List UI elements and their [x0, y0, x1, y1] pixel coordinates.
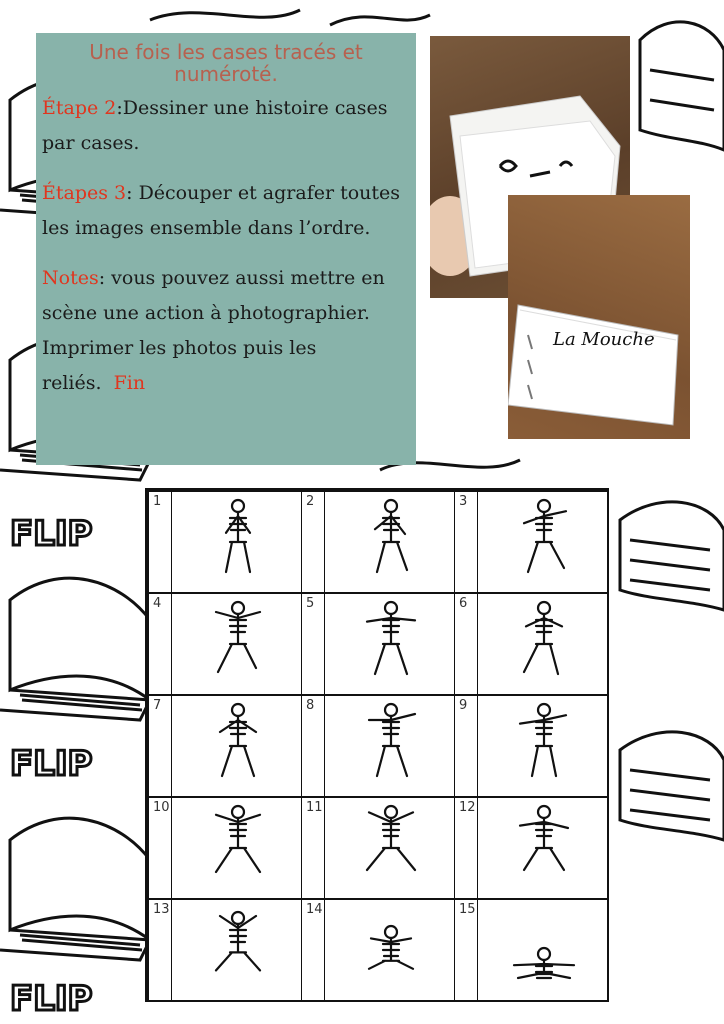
frame-number-divider	[324, 594, 325, 694]
flip-book-illustration	[0, 818, 150, 960]
frame-number: 7	[153, 698, 162, 713]
frame-number: 10	[153, 800, 170, 815]
frame-cell	[454, 899, 608, 1001]
frame-cell	[148, 899, 302, 1001]
flip-label: FLIP	[10, 979, 93, 1019]
skeleton-drawing	[485, 598, 603, 692]
skeleton-drawing	[485, 496, 603, 590]
notes-label: Notes	[42, 267, 99, 289]
frame-number: 14	[306, 902, 323, 917]
skeleton-drawing	[179, 802, 297, 896]
frame-number-divider	[477, 696, 478, 796]
frame-cell	[454, 593, 608, 695]
step-2-label: Étape 2	[42, 97, 117, 119]
frame-number-divider	[324, 696, 325, 796]
frame-cell	[148, 695, 302, 797]
frame-number-divider	[324, 900, 325, 1000]
frame-number: 4	[153, 596, 162, 611]
skeleton-drawing	[485, 904, 603, 998]
frame-number-divider	[477, 798, 478, 898]
frame-number: 12	[459, 800, 476, 815]
hand-illustration	[620, 502, 724, 610]
frame-number-divider	[324, 798, 325, 898]
skeleton-drawing	[332, 700, 450, 794]
flipbook-frames-grid	[145, 488, 609, 1002]
step-3-paragraph	[42, 176, 410, 246]
frame-number-divider	[171, 594, 172, 694]
skeleton-drawing	[179, 904, 297, 998]
hand-illustration	[640, 22, 724, 150]
skeleton-drawing	[179, 496, 297, 590]
flip-book-illustration	[0, 578, 150, 720]
frame-cell	[301, 695, 455, 797]
frame-number-divider	[477, 492, 478, 592]
panel-title: Une fois les cases tracés et numéroté.	[89, 40, 363, 86]
frame-number: 13	[153, 902, 170, 917]
frame-cell	[148, 797, 302, 899]
frame-cell	[454, 695, 608, 797]
flip-label: FLIP	[10, 744, 93, 784]
skeleton-drawing	[332, 802, 450, 896]
note-handwriting: La Mouche	[553, 329, 655, 350]
step-2-text: :Dessiner une histoire cases par cases.	[42, 97, 388, 154]
frame-cell	[301, 593, 455, 695]
frame-number-divider	[171, 696, 172, 796]
frame-cell	[454, 797, 608, 899]
step-3-label: Étapes 3	[42, 182, 127, 204]
instructions-panel	[36, 33, 416, 465]
step-2-paragraph	[42, 91, 410, 161]
fin-label: Fin	[113, 372, 146, 394]
flip-label: FLIP	[10, 514, 93, 554]
frame-cell	[301, 491, 455, 593]
frame-cell	[148, 593, 302, 695]
notes-text: : vous pouvez aussi mettre en scène une action à photographier. Imprimer les photos puis les reliés.	[42, 267, 385, 394]
skeleton-drawing	[332, 598, 450, 692]
photo-stapled-flipbook	[508, 195, 690, 439]
skeleton-drawing	[485, 700, 603, 794]
frame-number: 15	[459, 902, 476, 917]
frame-number-divider	[477, 594, 478, 694]
frame-cell	[454, 491, 608, 593]
skeleton-drawing	[332, 496, 450, 590]
hand-illustration	[620, 732, 724, 840]
frame-cell	[148, 491, 302, 593]
frame-number-divider	[171, 798, 172, 898]
frame-number: 1	[153, 494, 162, 509]
frame-number: 11	[306, 800, 323, 815]
photo-stapled-flipbook-drawing	[508, 195, 690, 439]
skeleton-drawing	[179, 700, 297, 794]
frame-number-divider	[477, 900, 478, 1000]
skeleton-drawing	[485, 802, 603, 896]
frame-number-divider	[171, 492, 172, 592]
frame-number: 6	[459, 596, 468, 611]
notes-paragraph	[42, 261, 410, 401]
step-3-text: : Découper et agrafer toutes les images ensemble dans l’ordre.	[42, 182, 401, 239]
frame-cell	[301, 899, 455, 1001]
frame-number-divider	[171, 900, 172, 1000]
frame-number: 3	[459, 494, 468, 509]
frame-number: 2	[306, 494, 315, 509]
frame-number-divider	[324, 492, 325, 592]
frame-number: 5	[306, 596, 315, 611]
frame-number: 8	[306, 698, 315, 713]
skeleton-drawing	[179, 598, 297, 692]
skeleton-drawing	[332, 904, 450, 998]
frame-cell	[301, 797, 455, 899]
frame-number: 9	[459, 698, 468, 713]
